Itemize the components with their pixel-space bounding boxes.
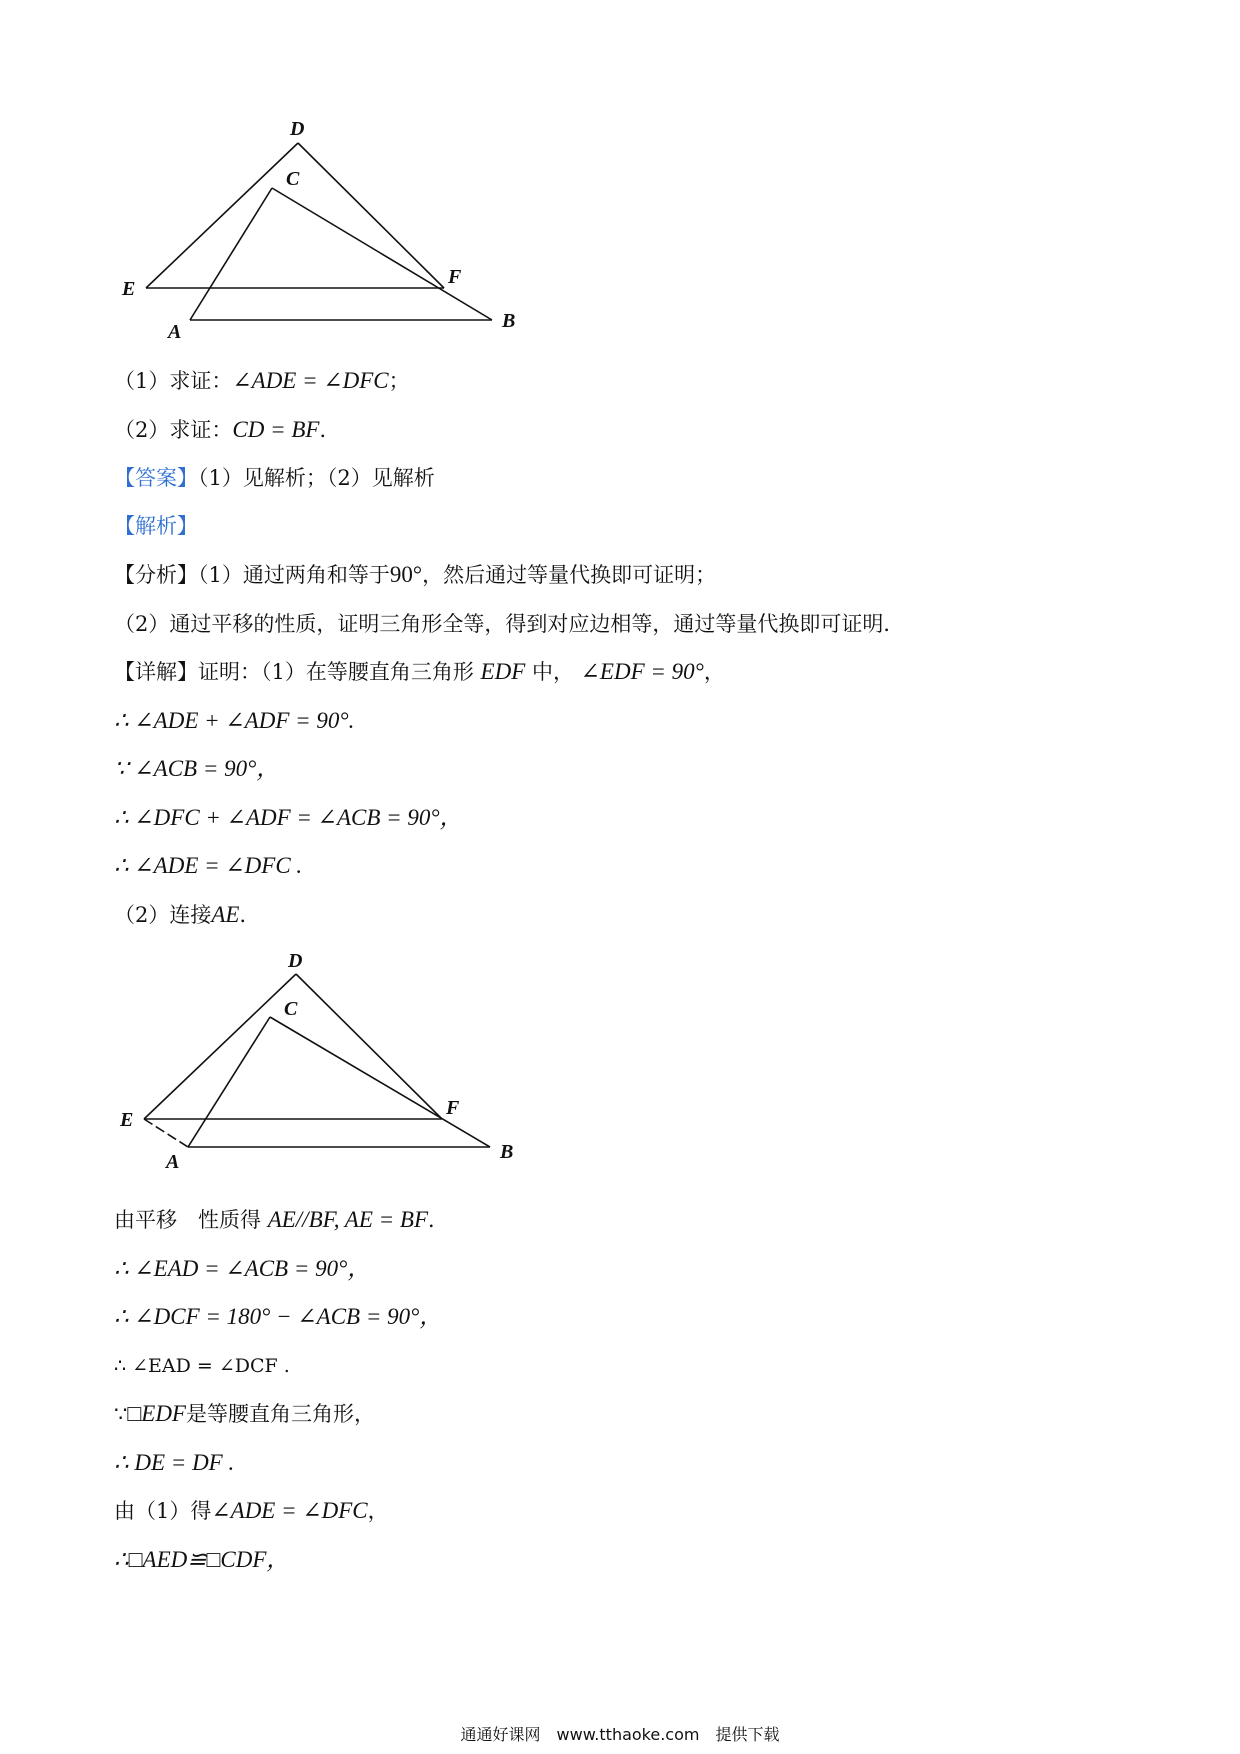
figure-1 [110, 105, 530, 350]
answer-tag: 【答案】 [114, 466, 198, 490]
label-A: A [166, 1151, 180, 1173]
line-AE [144, 1119, 188, 1147]
line-DF [298, 143, 444, 288]
q2-prefix: （2）求证： [114, 418, 233, 442]
triangle-diagram-2 [108, 940, 528, 1185]
triangle-diagram-1 [110, 105, 530, 350]
label-C: C [284, 998, 298, 1020]
line-DF [296, 974, 442, 1119]
label-B: B [502, 310, 516, 332]
proof2-5-prefix: ∵ [114, 1402, 128, 1426]
proof2-line-7 [114, 1497, 389, 1525]
question-2 [114, 416, 340, 444]
proof2-line-4: ∴ ∠EAD = ∠DCF . [114, 1355, 290, 1377]
fenxi-2-text: （2）通过平移的性质，证明三角形全等，得到对应边相等，通过等量代换即可证明． [114, 612, 905, 636]
proof2-1-prefix: 由平移 性质得 [114, 1208, 261, 1232]
fenxi-line-1 [114, 561, 716, 589]
proof2-7-suffix: ， [367, 1499, 389, 1523]
fenxi-1-prefix: 【分析】（1）通过两角和等于 [114, 563, 390, 587]
proof2-line-5 [114, 1400, 375, 1428]
fenxi-1-suffix: ，然后通过等量代换即可证明； [422, 563, 717, 587]
label-B: B [500, 1141, 514, 1163]
proof2-line-8: ∴□AED≌□CDF， [114, 1547, 290, 1572]
proof2-7-prefix: 由（1）得 [114, 1499, 212, 1523]
detail-line-1 [114, 658, 725, 686]
figure-2 [108, 940, 528, 1185]
label-F: F [448, 266, 462, 288]
label-A: A [168, 321, 182, 343]
detail-6-prefix: （2）连接 [114, 903, 212, 927]
q1-suffix: ； [388, 369, 410, 393]
label-D: D [290, 118, 305, 140]
detail-6-math: AE [211, 902, 240, 927]
detail-1-prefix: 【详解】证明：（1）在等腰直角三角形 [114, 660, 474, 684]
label-C: C [286, 168, 300, 190]
q1-prefix: （1）求证： [114, 369, 233, 393]
line-ED [146, 143, 298, 288]
detail-1-math2: ∠EDF = 90° [580, 659, 704, 684]
proof2-7-math: ∠ADE = ∠DFC [211, 1498, 368, 1523]
label-E: E [122, 278, 136, 300]
proof2-1-math: AE//BF, AE = BF [267, 1207, 429, 1232]
answer-text: （1）见解析；（2）见解析 [198, 466, 435, 490]
q2-suffix: ． [319, 418, 341, 442]
label-D: D [288, 950, 303, 972]
line-AC [188, 1017, 270, 1147]
q1-math: ∠ADE = ∠DFC [232, 368, 389, 393]
proof2-line-1 [114, 1206, 449, 1234]
analysis-heading [114, 512, 198, 540]
proof2-1-suffix: ． [428, 1208, 450, 1232]
detail-line-2: ∴ ∠ADE + ∠ADF = 90°. [114, 708, 355, 733]
answer-line [114, 464, 435, 492]
detail-line-5: ∴ ∠ADE = ∠DFC . [114, 853, 303, 878]
proof2-5-suffix: 是等腰直角三角形， [185, 1402, 375, 1426]
analysis-tag: 【解析】 [114, 514, 198, 538]
detail-line-3: ∵ ∠ACB = 90°， [114, 756, 280, 781]
fenxi-1-math: 90° [389, 562, 423, 587]
q2-math: CD = BF [232, 417, 320, 442]
proof2-line-3: ∴ ∠DCF = 180° − ∠ACB = 90°， [114, 1304, 443, 1329]
label-F: F [446, 1097, 460, 1119]
label-E: E [120, 1109, 134, 1131]
detail-1-math1: EDF [480, 659, 526, 684]
detail-6-suffix: ． [239, 903, 261, 927]
detail-line-6 [114, 901, 260, 929]
line-CB [272, 188, 492, 320]
detail-1-mid: 中， [531, 660, 574, 684]
fenxi-line-2 [114, 610, 904, 638]
question-1 [114, 367, 410, 395]
page-footer: 通通好课网 www.tthaoke.com 提供下载 [460, 1725, 780, 1744]
proof2-5-math: □EDF [127, 1401, 186, 1426]
proof2-line-6: ∴ DE = DF . [114, 1450, 235, 1475]
proof2-line-2: ∴ ∠EAD = ∠ACB = 90°， [114, 1256, 371, 1281]
line-CB [270, 1017, 490, 1147]
detail-1-suffix: ， [703, 660, 725, 684]
detail-line-4: ∴ ∠DFC + ∠ADF = ∠ACB = 90°， [114, 805, 463, 830]
